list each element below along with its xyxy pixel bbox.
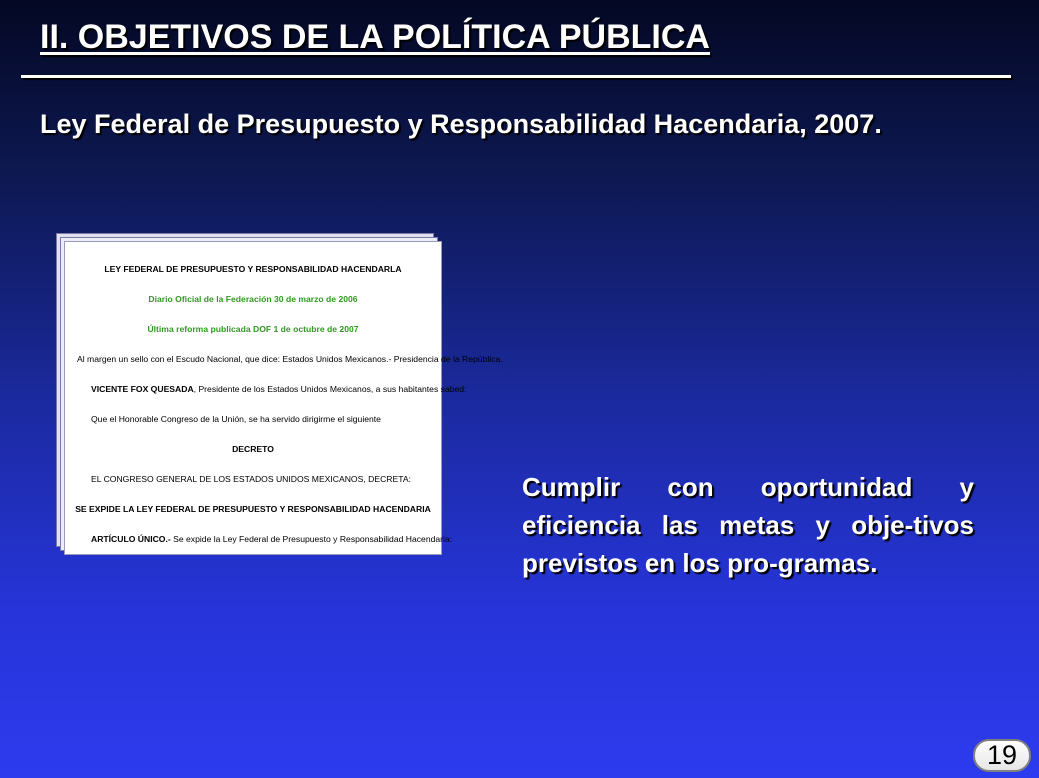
title-underline-rule — [21, 75, 1011, 78]
document-article-line — [91, 534, 452, 544]
objective-text: Cumplir con oportunidad y eficiencia las metas y obje-tivos previstos en los pro-gramas. — [522, 472, 974, 578]
slide-title: II. OBJETIVOS DE LA POLÍTICA PÚBLICA — [40, 18, 710, 56]
document-page — [64, 241, 503, 555]
page-number-badge: 19 — [973, 739, 1031, 772]
document-seal-line: Al margen un sello con el Escudo Nacional, que dice: Estados Unidos Mexicanos.- Presidencia de la República. — [77, 354, 503, 364]
document-congress-decree-line: EL CONGRESO GENERAL DE LOS ESTADOS UNIDOS MEXICANOS, DECRETA: — [91, 474, 411, 484]
document-article-text: Se expide la Ley Federal de Presupuesto y Responsabilidad Hacendaria: — [170, 534, 453, 544]
document-reform-date: Última reforma publicada DOF 1 de octubre de 2007 — [147, 324, 359, 334]
law-document-image — [56, 233, 503, 555]
document-decree-heading: DECRETO — [232, 444, 274, 454]
document-article-label: ARTÍCULO ÚNICO.- — [91, 534, 171, 544]
document-president-text: , Presidente de los Estados Unidos Mexicanos, a sus habitantes sabed: — [193, 384, 467, 394]
document-congress-line: Que el Honorable Congreso de la Unión, se ha servido dirigirme el siguiente — [91, 414, 381, 424]
document-president-name: VICENTE FOX QUESADA — [91, 384, 194, 394]
document-title: LEY FEDERAL DE PRESUPUESTO Y RESPONSABILIDAD HACENDARLA — [104, 264, 402, 274]
law-heading: Ley Federal de Presupuesto y Responsabilidad Hacendaria, 2007. — [40, 109, 882, 139]
document-publication-date: Diario Oficial de la Federación 30 de marzo de 2006 — [148, 294, 358, 304]
document-expide-line: SE EXPIDE LA LEY FEDERAL DE PRESUPUESTO Y RESPONSABILIDAD HACENDARIA — [75, 504, 431, 514]
document-president-line — [91, 384, 466, 394]
